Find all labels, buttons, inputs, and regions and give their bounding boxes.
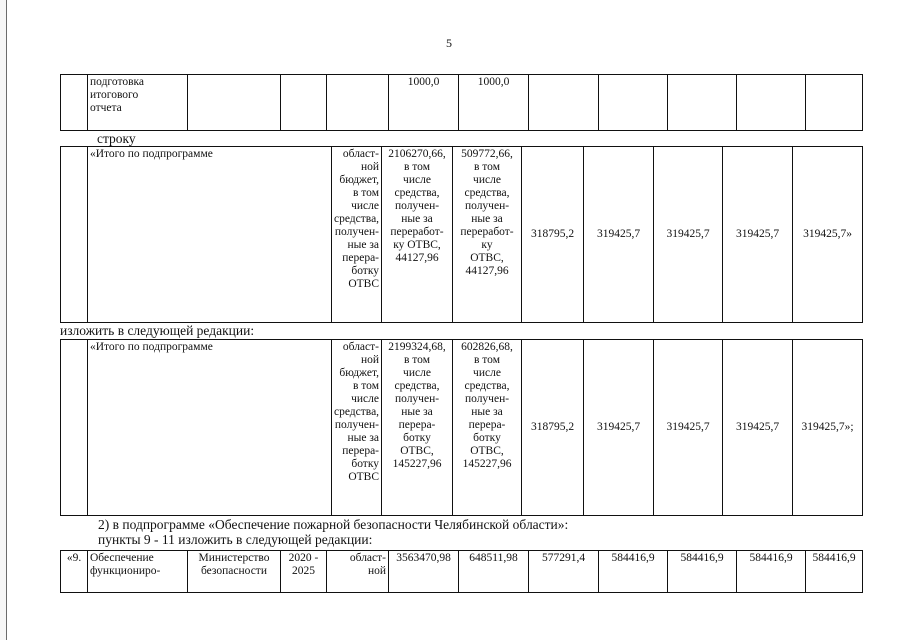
row-executor: Министерство безопасности (188, 551, 281, 593)
table-cell (61, 340, 88, 516)
row-total: 2106270,66, в том числе средства, получен- ные за переработ- ку ОТВС, 44127,96 (382, 147, 453, 323)
row-year-2020: 648511,98 (459, 551, 529, 593)
row-year-2020: 509772,66, в том числе средства, получен- ные за переработ- ку ОТВС, 44127,96 (453, 147, 522, 323)
row-year-2025: 319425,7»; (793, 340, 863, 516)
row-year-2021: 577291,4 (529, 551, 599, 593)
table-cell-value: 1000,0 (389, 75, 459, 131)
row-year-2021: 318795,2 (522, 147, 584, 323)
row-year-2022: 319425,7 (584, 340, 654, 516)
row-year-2025: 584416,9 (806, 551, 863, 593)
table-cell (806, 75, 863, 131)
table-old-row (60, 146, 863, 323)
row-name: Обеспечение функциониро- (88, 551, 188, 593)
table-cell (61, 75, 88, 131)
table-row (61, 551, 863, 593)
row-source: област- ной (327, 551, 389, 593)
table-row (61, 147, 863, 323)
row-year-2025: 319425,7» (793, 147, 863, 323)
row-number: «9. (61, 551, 88, 593)
row-year-2024: 319425,7 (723, 147, 793, 323)
row-year-2022: 319425,7 (584, 147, 654, 323)
table-cell-task: подготовка итогового отчета (88, 75, 188, 131)
page-number: 5 (446, 36, 452, 50)
paragraph-2-line-2: пункты 9 - 11 изложить в следующей редакции: (98, 532, 373, 547)
label-redaction: изложить в следующей редакции: (60, 323, 255, 338)
row-year-2022: 584416,9 (599, 551, 668, 593)
table-row (61, 75, 863, 131)
row-year-2024: 319425,7 (723, 340, 793, 516)
table-cell (599, 75, 668, 131)
table-cell (61, 147, 88, 323)
table-cell (737, 75, 806, 131)
row-year-2020: 602826,68, в том числе средства, получен- ные за перера- ботку ОТВС, 145227,96 (453, 340, 522, 516)
row-year-2023: 319425,7 (654, 340, 723, 516)
table-cell (188, 75, 281, 131)
row-source: област- ной бюджет, в том числе средства, получен- ные за перера- ботку ОТВС (332, 340, 382, 516)
row-year-2023: 319425,7 (654, 147, 723, 323)
row-period: 2020 - 2025 (281, 551, 327, 593)
table-cell (281, 75, 327, 131)
row-total: 3563470,98 (389, 551, 459, 593)
row-year-2023: 584416,9 (668, 551, 737, 593)
table-cell-value: 1000,0 (459, 75, 529, 131)
row-year-2024: 584416,9 (737, 551, 806, 593)
row-total: 2199324,68, в том числе средства, получен- ные за перера- ботку ОТВС, 145227,96 (382, 340, 453, 516)
label-stroku: строку (97, 131, 136, 146)
table-new-row (60, 339, 863, 516)
table-top-fragment (60, 74, 863, 131)
row-year-2021: 318795,2 (522, 340, 584, 516)
table-row-9 (60, 550, 863, 593)
paragraph-2-line-1: 2) в подпрограмме «Обеспечение пожарной безопасности Челябинской области»: (98, 517, 569, 532)
page-left-edge (0, 0, 7, 640)
table-cell (327, 75, 389, 131)
table-cell (668, 75, 737, 131)
row-source: област- ной бюджет, в том числе средства, получен- ные за перера- ботку ОТВС (332, 147, 382, 323)
row-name: «Итого по подпрограмме (88, 147, 332, 323)
row-name: «Итого по подпрограмме (88, 340, 332, 516)
table-row (61, 340, 863, 516)
table-cell (529, 75, 599, 131)
